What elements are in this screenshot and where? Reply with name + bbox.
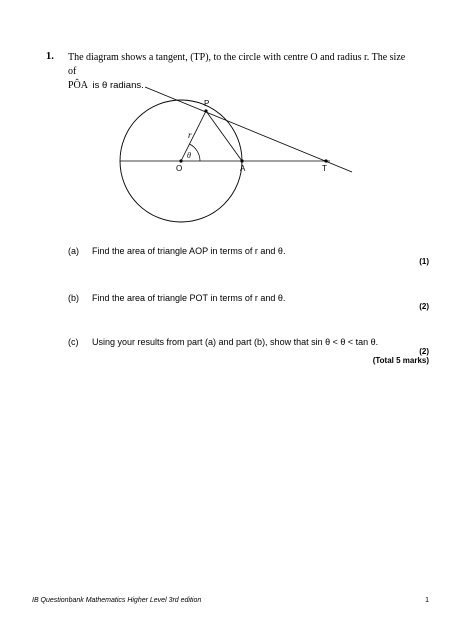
label-r: r — [188, 130, 192, 140]
total-marks: (Total 5 marks) — [372, 356, 429, 365]
intro-line-1: The diagram shows a tangent, (TP), to the circle with centre O and radius r. The size of — [68, 52, 406, 77]
part-c-label: (c) — [68, 337, 79, 347]
part-c-marks: (2) — [419, 347, 429, 356]
tangent-line — [145, 87, 352, 172]
part-b-marks: (2) — [419, 302, 429, 311]
point-t — [324, 159, 327, 162]
point-o — [179, 159, 182, 162]
label-p: P — [204, 99, 210, 108]
footer-source: IB Questionbank Mathematics Higher Level 3rd edition — [32, 597, 202, 604]
part-b-label: (b) — [68, 293, 79, 303]
radius-op — [181, 111, 206, 161]
point-a — [240, 159, 243, 162]
angle-name: PÔA — [68, 80, 89, 91]
page-number: 1 — [425, 597, 429, 604]
part-a-marks: (1) — [419, 257, 429, 266]
intro-line-2: is θ radians. — [92, 80, 144, 91]
label-theta: θ — [187, 151, 191, 160]
part-c-text: Using your results from part (a) and part (b), show that sin θ < θ < tan θ. — [92, 337, 379, 347]
question-number: 1. — [46, 51, 54, 62]
part-b-text: Find the area of triangle POT in terms of r and θ. — [92, 293, 286, 303]
label-a: A — [240, 164, 246, 173]
label-o: O — [176, 164, 183, 173]
label-t: T — [322, 164, 327, 173]
angle-arc — [190, 144, 201, 161]
point-p — [204, 109, 207, 112]
part-a-label: (a) — [68, 246, 79, 256]
part-a-text: Find the area of triangle AOP in terms of r and θ. — [92, 246, 286, 256]
